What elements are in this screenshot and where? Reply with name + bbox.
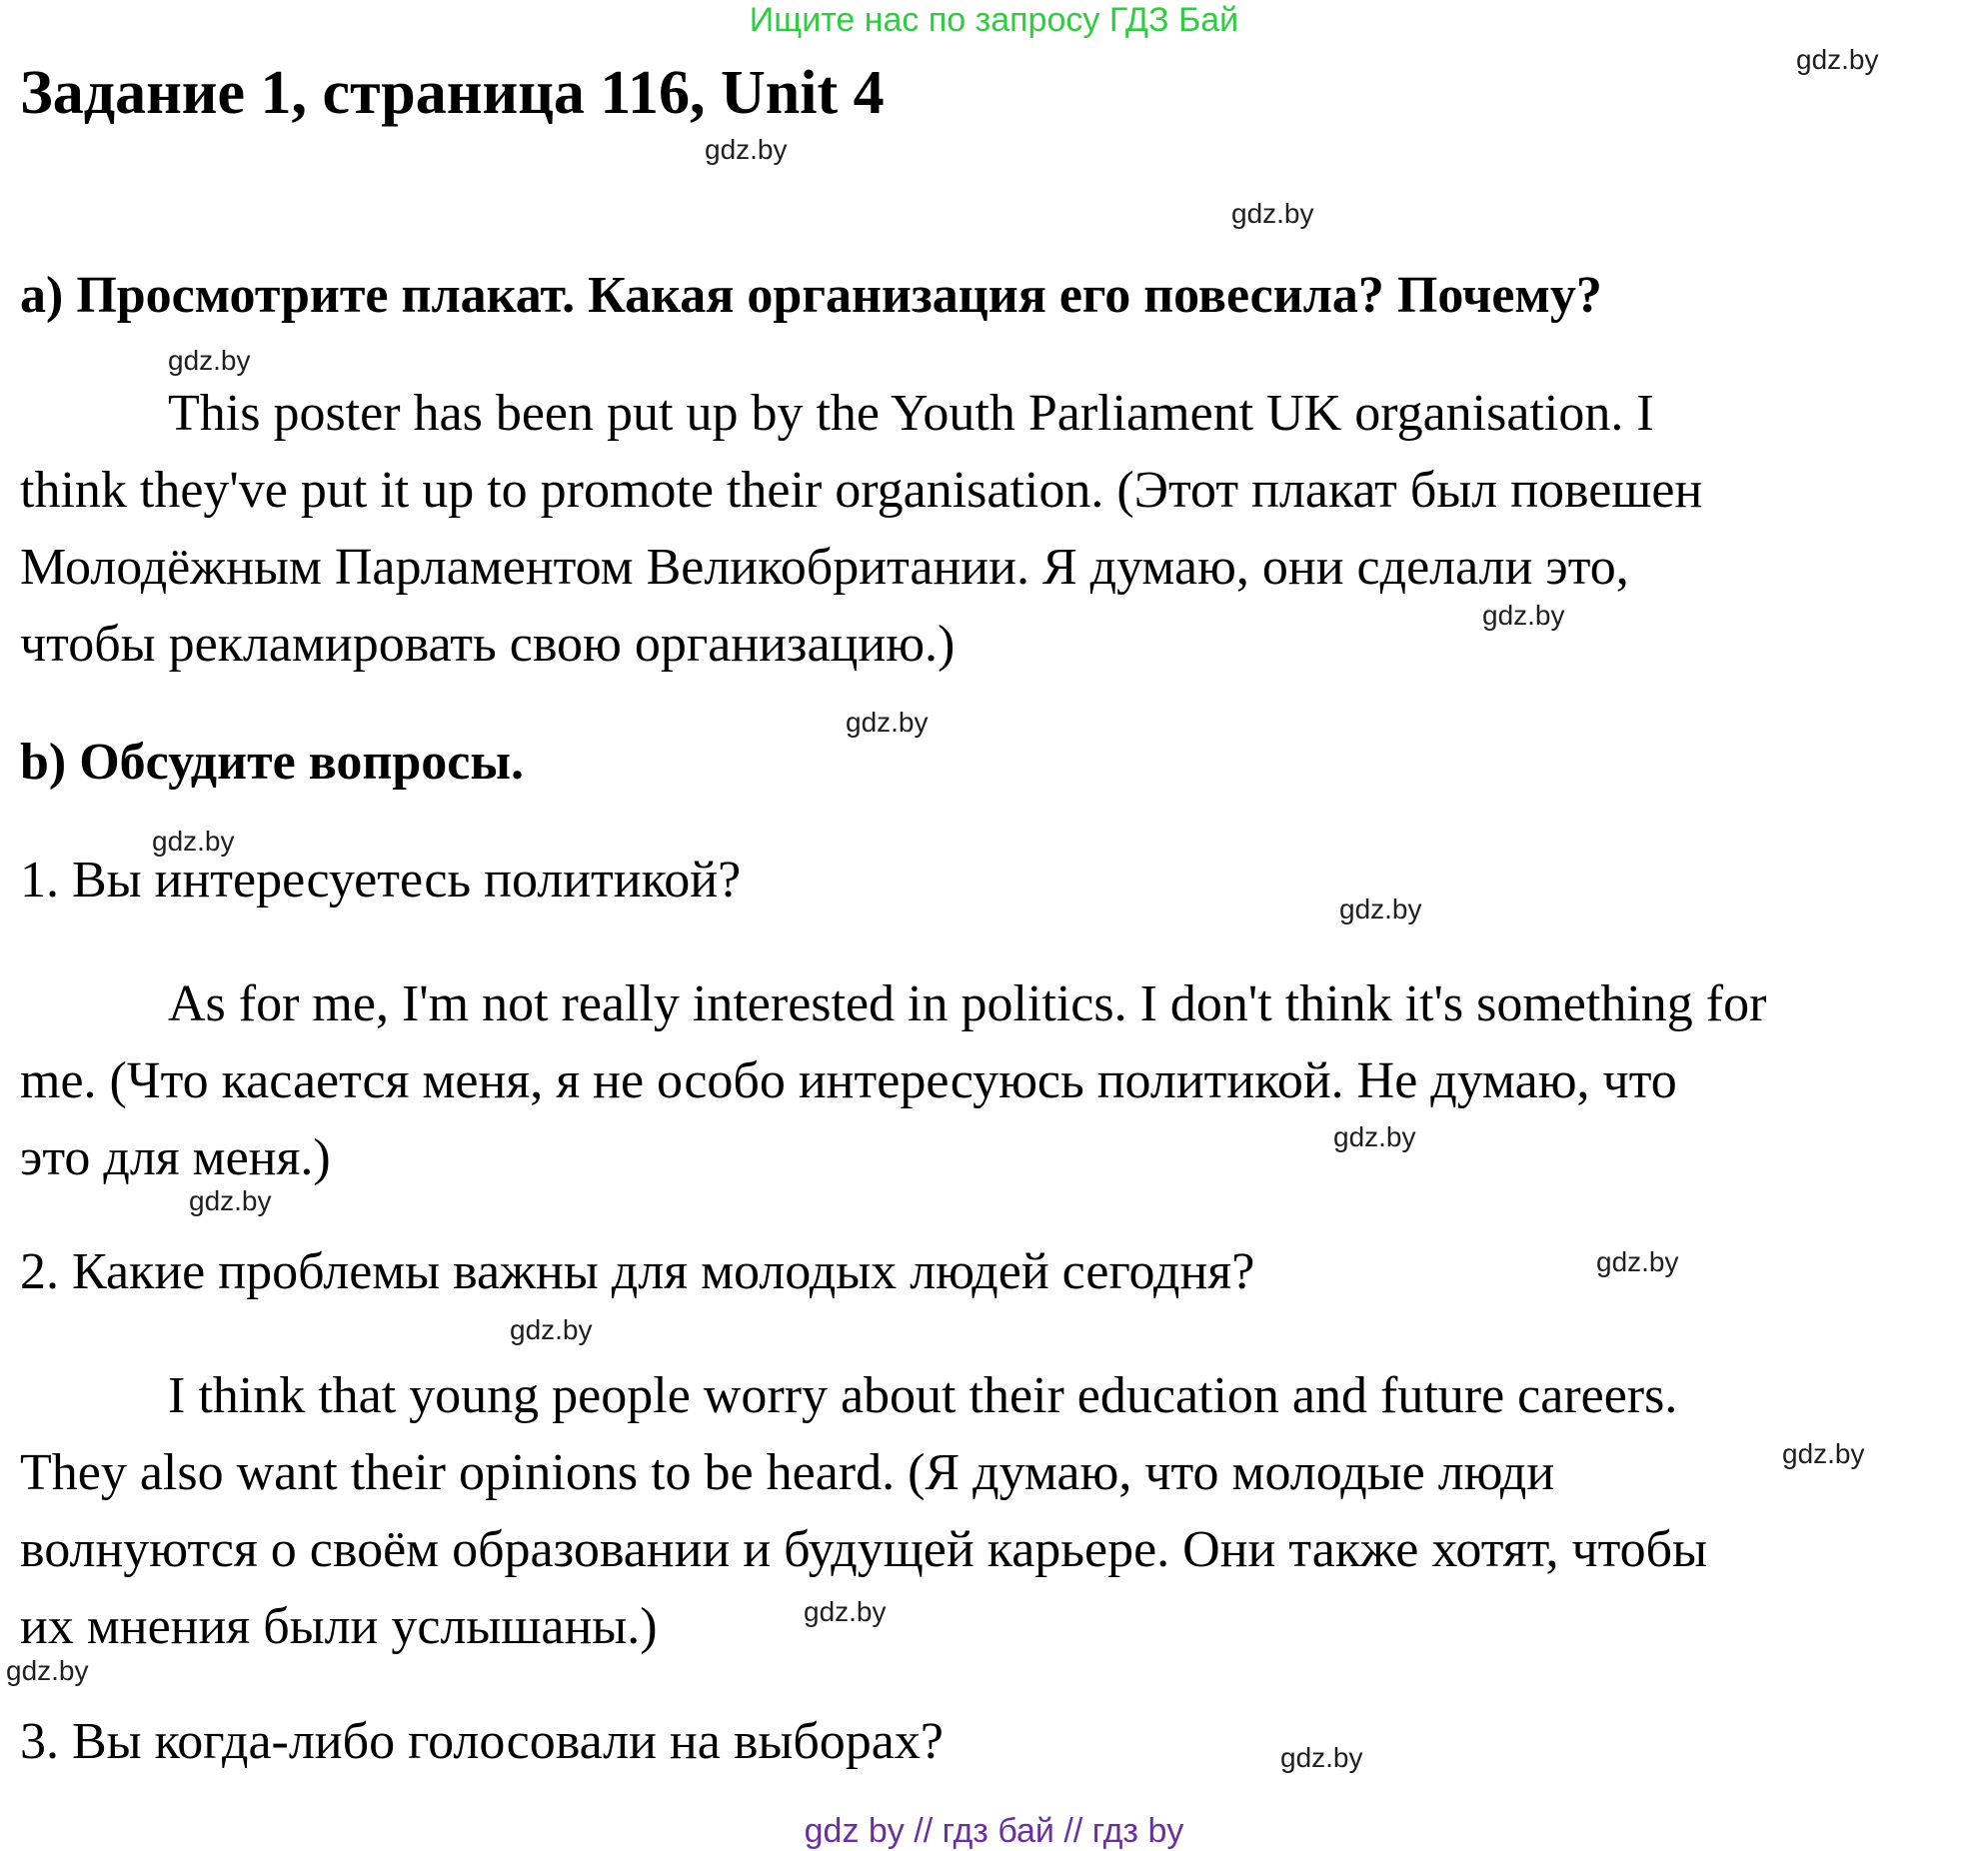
search-hint-banner: Ищите нас по запросу ГДЗ Бай [749, 1, 1239, 39]
answer-line: As for me, I'm not really interested in politics. I don't think it's something for [168, 975, 1767, 1032]
watermark: gdz.by [6, 1655, 89, 1686]
watermark: gdz.by [1339, 894, 1422, 925]
answer-line: me. (Что касается меня, я не особо интересуюсь политикой. Не думаю, что [20, 1052, 1677, 1109]
answer-line: чтобы рекламировать свою организацию.) [20, 616, 956, 673]
watermark: gdz.by [804, 1596, 887, 1627]
answer-line: think they've put it up to promote their organisation. (Этот плакат был повешен [20, 462, 1703, 519]
watermark: gdz.by [1333, 1121, 1416, 1152]
watermark: gdz.by [1280, 1742, 1363, 1773]
watermark: gdz.by [189, 1185, 272, 1216]
watermark: gdz.by [1596, 1246, 1679, 1277]
section-b-heading: b) Обсудите вопросы. [20, 734, 524, 791]
watermark: gdz.by [152, 826, 235, 857]
page-title: Задание 1, страница 116, Unit 4 [20, 59, 885, 127]
answer-line: их мнения были услышаны.) [20, 1598, 658, 1655]
answer-line: They also want their opinions to be heard. (Я думаю, что молодые люди [20, 1444, 1555, 1501]
watermark: gdz.by [1782, 1438, 1865, 1469]
section-a-heading: a) Просмотрите плакат. Какая организация его повесила? Почему? [20, 267, 1602, 324]
answer-line: это для меня.) [20, 1129, 331, 1186]
answer-2 [20, 1357, 1974, 1665]
answer-line: Молодёжным Парламентом Великобритании. Я думаю, они сделали это, [20, 539, 1629, 596]
watermark: gdz.by [1482, 600, 1565, 631]
question-1: 1. Вы интересуетесь политикой? [20, 852, 742, 909]
watermark: gdz.by [1231, 198, 1314, 229]
section-a-answer [20, 375, 1974, 683]
watermark: gdz.by [846, 707, 929, 738]
answer-line: волнуются о своём образовании и будущей карьере. Они также хотят, чтобы [20, 1521, 1708, 1578]
question-3: 3. Вы когда-либо голосовали на выборах? [20, 1713, 944, 1770]
watermark: gdz.by [1796, 44, 1879, 75]
answer-line: I think that young people worry about their education and future careers. [168, 1367, 1678, 1424]
answer-line: This poster has been put up by the Youth Parliament UK organisation. I [168, 385, 1654, 442]
footer-watermark: gdz by // гдз бай // гдз by [804, 1812, 1184, 1850]
watermark: gdz.by [510, 1314, 593, 1345]
question-2: 2. Какие проблемы важны для молодых людей сегодня? [20, 1243, 1255, 1300]
watermark: gdz.by [168, 345, 251, 376]
watermark: gdz.by [705, 134, 788, 165]
answer-1 [20, 965, 1974, 1196]
